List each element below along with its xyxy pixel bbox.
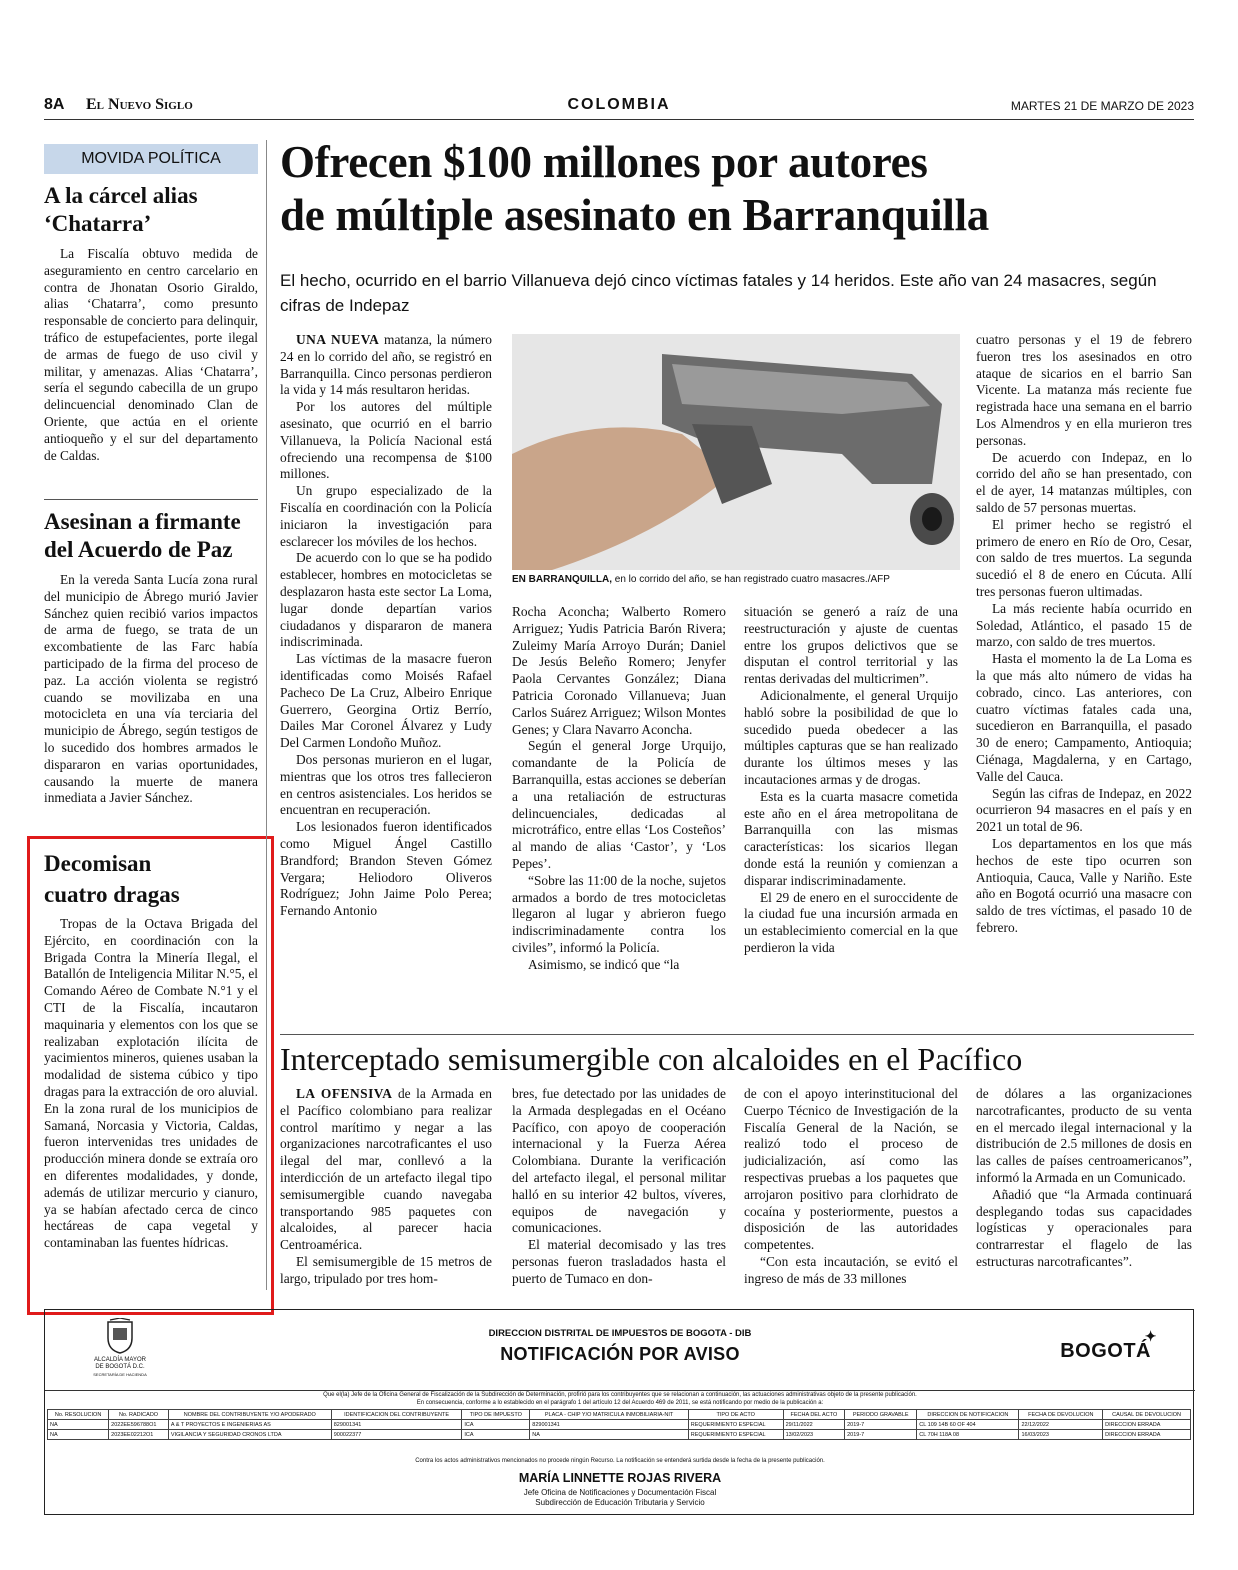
signer-role: Jefe Oficina de Notificaciones y Documentación Fiscal (523, 1488, 717, 1497)
column-header: NOMBRE DEL CONTRIBUYENTE Y/O APODERADO (168, 1410, 331, 1420)
brief-firmante (44, 508, 258, 807)
sidebar-kicker: MOVIDA POLÍTICA (44, 144, 258, 174)
gun-photo (512, 334, 960, 570)
table-cell: DIRECCION ERRADA (1103, 1430, 1191, 1440)
main-column-3: situación se generó a raíz de una reestructuración y ajuste de cuentas entre los grupos delictivos que se disputan el control territorial y las rentas derivadas del multicrimen”. Adicionalmente, el general Urquijo habló sobre la posibilidad de que lo sucedido pueda obedecer a las múltiples capturas que se han realizado durante los últimos meses y las incautaciones armas y de drogas. Esta es la cuarta masacre cometida este año en el área metropolitana de Barranquilla con las mismas características: los sicarios llegan donde está la reunión y comienzan a disparar indiscriminadamente. El 29 de enero en el suroccidente de la ciudad fue una incursión armada en un establecimiento comercial en la que perdieron la vida (744, 604, 958, 955)
column-header: FECHA DEL ACTO (783, 1410, 845, 1420)
table-cell: 829001341 (331, 1420, 462, 1430)
page-header (44, 94, 1194, 120)
table-cell: CL 109 14B 60 OF 404 (917, 1420, 1019, 1430)
table-cell: 2019-7 (845, 1420, 917, 1430)
table-cell: 29/11/2022 (783, 1420, 845, 1430)
page-number: 8A (44, 96, 65, 113)
table-cell: NA (48, 1430, 109, 1440)
legal-notice (44, 1309, 1194, 1515)
bogota-brand-logo: BOGOTÁ ✦ (1060, 1328, 1157, 1362)
main-column-4: cuatro personas y el 19 de febrero fueron tres los asesinados en otro ataque de sicarios en el barrio San Vicente. La matanza más reciente fue registrada hace una semana en el barrio Los Almendros y en ella murieron tres personas. De acuerdo con Indepaz, en lo corrido del año se han presentado, con el de ayer, 14 matanzas múltiples, con saldo de 57 personas muertas. El primer hecho se registró el primero de enero en Río de Oro, Cesar, con saldo de tres muertos. La segunda sucedió el 8 de enero en Cúcuta. Allí tres personas fueron ultimadas. La más reciente había ocurrido en Soledad, Atlántico, el pasado 15 de marzo, con saldo de tres muertos. Hasta el momento la de La Loma es la que más alto número de vidas ha cobrado, cinco. Las anteriores, con cuatro víctimas fatales cada una, sucedieron en Barranquilla, el pasado 30 de enero; Campamento, Antioquia; Ciénaga, Magdalerna, y en Cartago, Valle del Cauca. Según las cifras de Indepaz, en 2022 ocurrieron 94 masacres en el país y en 2021 un total de 96. Los departamentos en los que más hechos de este tipo ocurren son Antioquia, Cauca, Valle y Nariño. Este año en Bogotá ocurrió una masacre con saldo de tres víctimas, el pasado 10 de febrero. (976, 332, 1192, 935)
issue-date: MARTES 21 DE MARZO DE 2023 (1010, 99, 1194, 113)
table-cell: 22/12/2022 (1019, 1420, 1103, 1430)
table-row (48, 1420, 1191, 1430)
table-cell: ICA (462, 1430, 530, 1440)
table-cell: A & T PROYECTOS E INGENIERIAS AS (168, 1420, 331, 1430)
table-cell: REQUERIMIENTO ESPECIAL (688, 1430, 783, 1440)
notice-footer: Contra los actos administrativos mencionados no procede ningún Recurso. La notificación se entenderá surtida desde la fecha de la presente publicación. (415, 1458, 825, 1464)
main-column-1: UNA NUEVA matanza, la número 24 en lo corrido del año, se registró en Barranquilla. Cinco personas perdieron la vida y 14 más resultaron heridas. Por los autores del múltiple asesinato, que ocurrió en el barrio Villanueva, la Policía Nacional está ofreciendo una recompensa de $100 millones. Un grupo especializado de la Fiscalía en coordinación con la Policía iniciaron la investigación para esclarecer los móviles de los hechos. De acuerdo con lo que se ha podido establecer, hombres en motocicletas se desplazaron hasta este sector La Loma, lugar donde departían varios ciudadanos y dispararon de manera indiscriminada. Las víctimas de la masacre fueron identificadas como Moisés Rafael Pacheco De La Cruz, Albeiro Enrique Guerrero, Georgina Ortiz Berrío, Dailes Mar Coronel Álvarez y Ludy Del Carmen Londoño Muñoz. Dos personas murieron en el lugar, mientras que los otros tres fallecieron en centros asistenciales. Los heridos se encuentran en recuperación. Los lesionados fueron identificados como Miguel Ángel Castillo Brandford; Brandon Steven Gómez Vergara; Heliodoro Oliveros Rodríguez; John Jaime Polo Perea; Fernando Antonio (280, 332, 492, 919)
column-header: DIRECCION DE NOTIFICACION (917, 1410, 1019, 1420)
table-cell: 13/02/2023 (783, 1430, 845, 1440)
table-cell: ICA (462, 1420, 530, 1430)
brief-title: Decomisan cuatro dragas (44, 851, 180, 907)
column-header: No. RESOLUCION (48, 1410, 109, 1420)
table-cell: 16/03/2023 (1019, 1430, 1103, 1440)
bogota-seal-logo: ALCALDÍA MAYOR DE BOGOTÁ D.C. SECRETARÍA DE HACIENDA (75, 1318, 165, 1388)
table-cell: DIRECCION ERRADA (1103, 1420, 1191, 1430)
table-cell: CL 70H 118A 08 (917, 1430, 1019, 1440)
table-cell: REQUERIMIENTO ESPECIAL (688, 1420, 783, 1430)
column-header: FECHA DE DEVOLUCION (1019, 1410, 1103, 1420)
notice-intro: En consecuencia, conforme a lo establecido en el parágrafo 1 del artículo 12 del Acuerdo 469 de 2011, se está notificando por medio de la publicación a: (416, 1400, 824, 1406)
table-cell: VIGILANCIA Y SEGURIDAD CRONOS LTDA (168, 1430, 331, 1440)
signer-department: Subdirección de Educación Tributaria y Servicio (535, 1498, 705, 1507)
divider (44, 499, 258, 500)
table-cell: 2019-7 (845, 1430, 917, 1440)
divider (280, 1034, 1194, 1035)
table-header-row (48, 1410, 1191, 1420)
brief-body: Tropas de la Octava Brigada del Ejército, en coordinación con la Brigada Contra la Minería Ilegal, el Batallón de Inteligencia Militar N.°5, el Comando Aéreo de Combate N.°1 y el CTI de la Fiscalía, incautaron maquinaria y elementos con los que se realizaban explotación ilícita de yacimientos mineros, quienes usaban la modalidad de sistema cúbico y tipo dragas para la extracción de oro aluvial. En la zona rural de los municipios de Samaná, Norcasia y Victoria, Caldas, fueron intervenidas tres unidades de producción minera donde se extraía oro en diferentes modalidades, y donde, además de utilizar mercurio y cianuro, ya se habían afectado cerca de cinco hectáreas de capa vegetal y contaminaban las fuentes hídricas. (44, 916, 258, 1251)
table-row (48, 1430, 1191, 1440)
brief-chatarra (44, 182, 258, 464)
signer-name: MARÍA LINNETTE ROJAS RIVERA (518, 1471, 722, 1485)
photo-caption: EN BARRANQUILLA, en lo corrido del año, se han registrado cuatro masacres./AFP (512, 574, 890, 585)
column-header: CAUSAL DE DEVOLUCION (1103, 1410, 1191, 1420)
divider (45, 1390, 1195, 1391)
highlight-box (27, 836, 274, 1315)
notice-organization: DIRECCION DISTRITAL DE IMPUESTOS DE BOGOTA - DIB (488, 1328, 752, 1339)
brief-title: A la cárcel alias ‘Chatarra’ (44, 183, 198, 236)
column-header: TIPO DE ACTO (688, 1410, 783, 1420)
second-column-4: de dólares a las organizaciones narcotraficantes, producto de su venta en el mercado ilegal internacional y la distribución de 2.5 millones de dosis en las calles de países centroamericanos”, informó la Armada en un Comunicado. Añadió que “la Armada continuará desplegando todas sus capacidades logísticas y operacionales para contrarrestar el flagelo de las estructuras narcotraficantes”. (976, 1086, 1192, 1269)
section-title: COLOMBIA (567, 96, 671, 113)
table-cell: 900022377 (331, 1430, 462, 1440)
column-header: IDENTIFICACION DEL CONTRIBUYENTE (331, 1410, 462, 1420)
table-cell: 2022EE596788O1 (109, 1420, 169, 1430)
brief-body: En la vereda Santa Lucía zona rural del municipio de Ábrego murió Javier Sánchez quien recibió varios impactos de arma de fuego, se trata de un excombatiente de las Farc había participado de la firma del proceso de paz. La acción violenta se registró cuando se movilizaba en una motocicleta en una vía terciaria del municipio de Ábrego, según testigos de lo sucedido dos hombres armados le dispararon en varias oportunidades, causando la muerte de manera inmediata a Javier Sánchez. (44, 572, 258, 806)
lead-in: UNA NUEVA (296, 332, 380, 347)
notice-title: NOTIFICACIÓN POR AVISO (500, 1344, 740, 1364)
column-header: TIPO DE IMPUESTO (462, 1410, 530, 1420)
newspaper-name: El Nuevo Siglo (86, 96, 193, 113)
second-column-1: LA OFENSIVA de la Armada en el Pacífico colombiano para realizar control marítimo y negar a las organizaciones narcotraficantes el uso ilegal del mar, conllevó a la interdicción de un artefacto ilegal tipo semisumergible cuando navegaba transportando 985 paquetes con alcaloides, al parecer hacia Centroamérica. El semisumergible de 15 metros de largo, tripulado por tres hom- (280, 1086, 492, 1286)
star-icon: ✦ (1144, 1328, 1157, 1344)
column-header: PLACA - CHIP Y/O MATRICULA INMOBILIARIA-NIT (530, 1410, 689, 1420)
column-divider (266, 140, 267, 1290)
table-cell: 829001341 (530, 1420, 689, 1430)
column-header: PERIODO GRAVABLE (845, 1410, 917, 1420)
main-column-2: Rocha Aconcha; Walberto Romero Arriguez; Yudis Patricia Barón Rivera; Zuleimy María Arroyo Durán; Daniel De Jesús Beleño Romero; Jenyfer Paola Cervantes González; Diana Patricia Coronado Villanueva; Juan Carlos Suárez Arriguez; Wilson Montes Genes; y Clara Navarro Aconcha. Según el general Jorge Urquijo, comandante de la Policía de Barranquilla, estas acciones se deberían a una retaliación de estructuras delincuenciales, dedicadas al microtráfico, entre ellas ‘Los Costeños’ al mando de alias ‘Castor’, y ‘Los Pepes’. “Sobre las 11:00 de la noche, sujetos armados a bordo de tres motocicletas llegaron al lugar y abrieron fuego indiscriminadamente contra los civiles”, informó la Policía. Asimismo, se indicó que “la (512, 604, 726, 972)
second-column-2: bres, fue detectado por las unidades de la Armada desplegadas en el Océano Pacífico, con apoyo de cooperación internacional y la Fuerza Aérea Colombiana. Durante la verificación del artefacto ilegal, el personal militar halló en su interior 42 bultos, víveres, equipos de navegación y comunicaciones. El material decomisado y las tres personas fueron trasladados hasta el puerto de Tumaco en don- (512, 1086, 726, 1286)
notice-table (47, 1409, 1191, 1440)
handgun-icon (512, 334, 960, 570)
second-column-3: de con el apoyo interinstitucional del Cuerpo Técnico de Investigación de la Fiscalía General de la Nación, se realizó todo el proceso de judicialización, así como las respectivas pruebas a los paquetes que arrojaron positivo para clorhidrato de cocaína y posteriormente, puestos a disposición de las autoridades competentes. “Con esta incautación, se evitó el ingreso de más de 33 millones (744, 1086, 958, 1286)
lead-in: LA OFENSIVA (296, 1086, 393, 1101)
main-headline: Ofrecen $100 millones por autores de múltiple asesinato en Barranquilla (280, 137, 989, 240)
notice-intro: Que el(la) Jefe de la Oficina General de Fiscalización de la Subdirección de Determinación, profirió para los contribuyentes que se relacionan a continuación, las actuaciones administrativas objeto de la presente publicación. (323, 1392, 917, 1398)
second-headline: Interceptado semisumergible con alcaloides en el Pacífico (280, 1041, 1023, 1077)
column-header: No. RADICADO (109, 1410, 169, 1420)
main-deck: El hecho, ocurrido en el barrio Villanueva dejó cinco víctimas fatales y 14 heridos. Este año van 24 masacres, según cifras de Indepaz (280, 271, 1157, 315)
table-cell: 2023EE02212O1 (109, 1430, 169, 1440)
table-cell: NA (530, 1430, 689, 1440)
brief-body: La Fiscalía obtuvo medida de aseguramiento en centro carcelario en contra de Jhonatan Osorio Giraldo, alias ‘Chatarra’, como presunto responsable de concierto para delinquir, tráfico de estupefacientes, porte ilegal de armas de fuego de uso civil y militar, y amenazas. Alias ‘Chatarra’, sería el segundo cabecilla de un grupo delincuencial denominado Clan de Oriente, que actúa en el oriente antioqueño y el sur del departamento de Caldas. (44, 246, 258, 463)
table-cell: NA (48, 1420, 109, 1430)
brief-title: Asesinan a firmante del Acuerdo de Paz (44, 509, 241, 562)
